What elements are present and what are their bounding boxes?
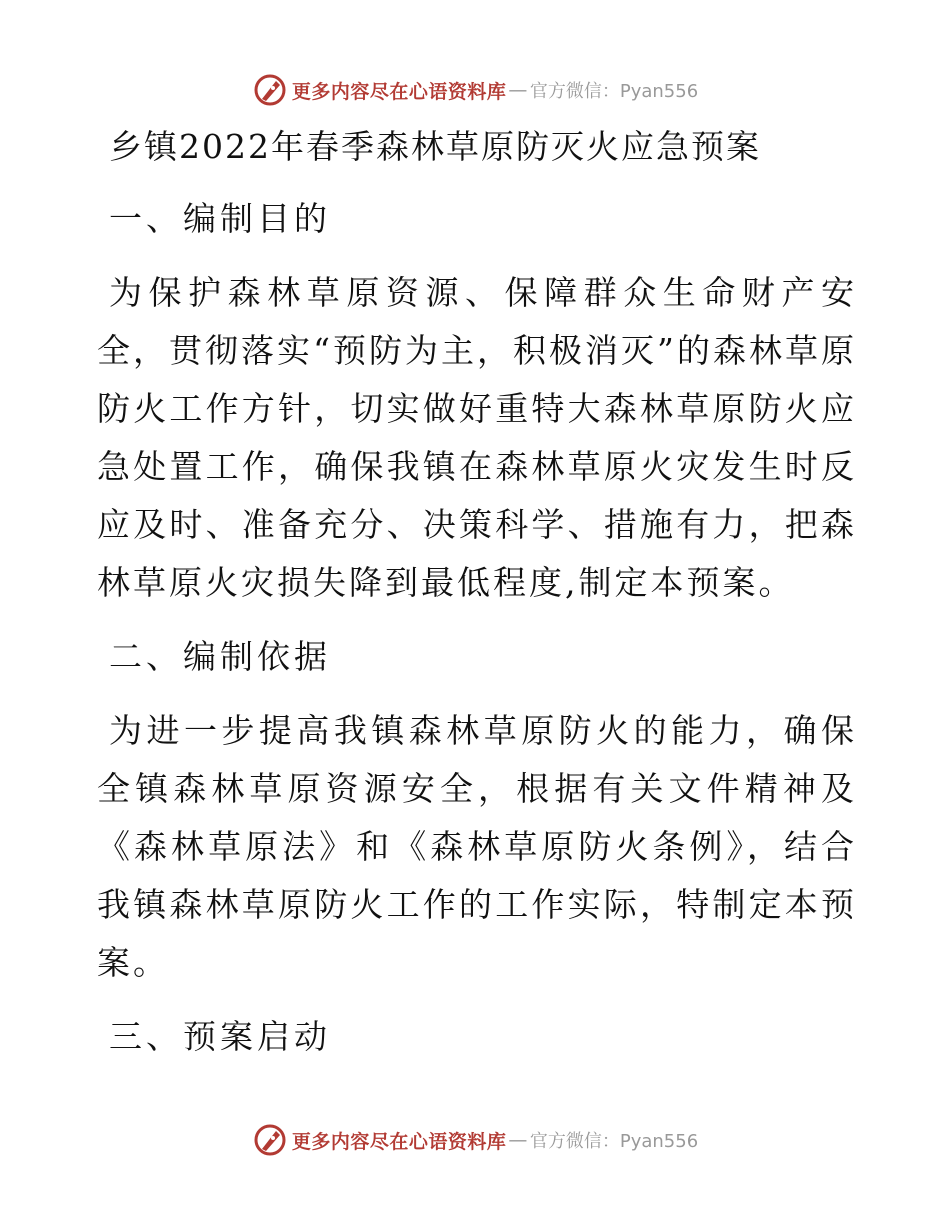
section-heading-activation: 三、预案启动 (109, 1017, 331, 1056)
watermark-site: 更多内容尽在心语资料库 (291, 80, 507, 103)
watermark-contact: 官方微信：Pyan556 (529, 1131, 699, 1152)
section-heading-basis: 二、编制依据 (109, 637, 331, 676)
footer-watermark (0, 1120, 950, 1160)
pen-nib-circle-icon (252, 1122, 288, 1158)
document-title: 乡镇2022年春季森林草原防灭火应急预案 (109, 127, 761, 166)
section-heading-purpose: 一、编制目的 (109, 199, 331, 238)
document-body (97, 118, 857, 1066)
watermark-contact: 官方微信：Pyan556 (529, 81, 699, 102)
watermark-site: 更多内容尽在心语资料库 (291, 1130, 507, 1153)
watermark-dash: — (508, 1129, 528, 1151)
header-watermark (0, 70, 950, 110)
section-paragraph-basis: 为进一步提高我镇森林草原防火的能力，确保全镇森林草原资源安全，根据有关文件精神及《森林草原法》和《森林草原防火条例》，结合我镇森林草原防火工作的工作实际，特制定本预案。 (97, 711, 857, 982)
pen-nib-circle-icon (252, 72, 288, 108)
watermark-dash: — (508, 79, 528, 101)
section-paragraph-purpose: 为保护森林草原资源、保障群众生命财产安全，贯彻落实“预防为主，积极消灭”的森林草原防火工作方针，切实做好重特大森林草原防火应急处置工作，确保我镇在森林草原火灾发生时反应及时、准备充分、决策科学、措施有力，把森林草原火灾损失降到最低程度,制定本预案。 (97, 273, 857, 602)
